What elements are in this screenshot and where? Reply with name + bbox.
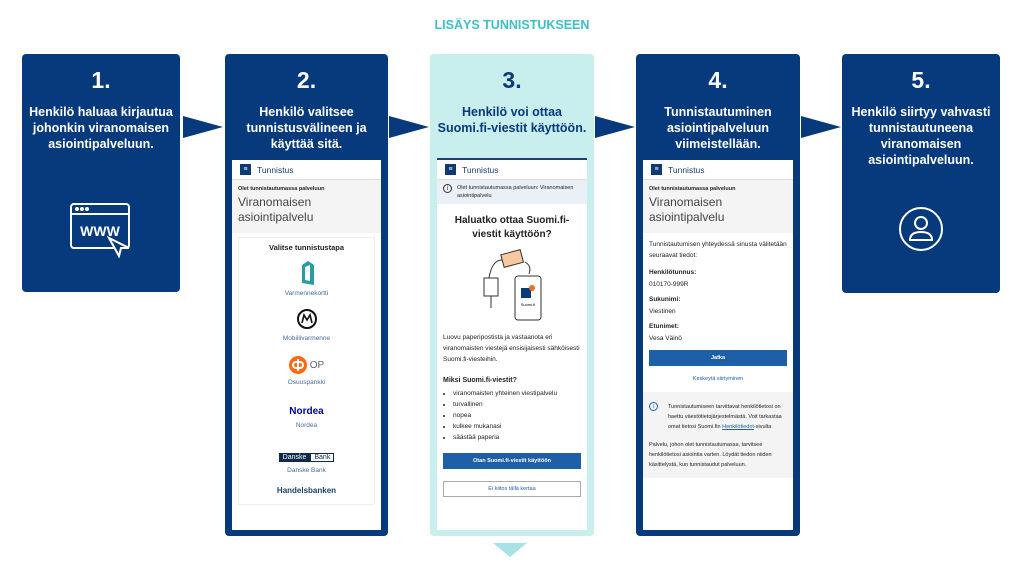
step-number: 3. [502,67,522,93]
screen-header: ≡ Tunnistus [643,160,793,180]
step-4 [636,54,800,536]
method-selection-screen [232,160,381,530]
step-number: 4. [708,67,728,93]
messages-opt-in-screen [437,158,587,530]
data-confirmation-screen: ≡ Tunnistus Olet tunnistautumassa palveluun Viranomaisen asiointipalvelu Tunnistautumisen yhteydessä sinusta välitetään seuraavat tiedot: Henkilötunnus: 010170-999R Sukunimi: Viestinen Etunimet: Vesa Väinö Jatka Keskeytä siirtyminen i Tunnistautumiseen tarvittavat henkilötietosi on haettu väestötietojärjestelmästä. Voit tarkastaa omat tietosi Suomi.fin Henkilötiedot-sivulta Palvelu, johon olet tunnistautumassa, tarvitsee henkilötietosi asiointia varten. Löydät tiedon niiden käsittelystä, kun tunnistaudut palveluun. [643,160,793,530]
nordea-logo: Nordea [289,405,324,417]
arrow-right-icon [801,116,841,138]
step-description: Henkilö valitsee tunnistusvälineen ja käyttää sitä. [246,105,367,151]
step-description: Tunnistautuminen asiointipalveluun viimeistellään. [664,105,772,151]
method-list-title: Valitse tunnistustapa [268,243,345,252]
step-number: 5. [911,67,931,93]
arrow-right-icon [595,116,635,138]
suomi-fi-logo-icon: ≡ [240,164,251,175]
info-banner: i Olet tunnistautumassa palveluun: Viranomaisen asiointipalvelu [437,180,587,204]
why-heading: Miksi Suomi.fi-viestit? [443,377,517,384]
method-nordea[interactable]: Nordea Nordea [289,405,324,429]
down-triangle-icon [493,543,527,557]
svg-text:Suomi.fi: Suomi.fi [520,302,536,307]
step-number: 1. [91,67,111,93]
screen-header: ≡ Tunnistus [437,160,587,180]
screen-header-title: Tunnistus [257,164,294,175]
screen-title: Haluatko ottaa Suomi.fi-viestit käyttöön? [454,215,570,240]
service-name: Viranomaisen asiointipalvelu [238,195,314,224]
mobiilivarmenne-icon [296,308,318,330]
suomi-fi-logo-icon: ≡ [651,164,662,175]
info-icon: i [649,402,658,411]
op-logo-text: OP [309,359,325,371]
www-browser-click-icon [69,202,133,258]
svg-text:WWW: WWW [80,223,120,239]
step-description: Henkilö haluaa kirjautua johonkin viranomaisen asiointipalveluun. [29,105,173,151]
arrow-right-icon [183,116,223,138]
arrow-right-icon [389,116,429,138]
method-varmennekortti[interactable]: Varmennekortti [239,256,374,302]
danske-bank-logo: Danske Bank [279,453,335,462]
decline-button[interactable]: Ei kiitos tällä kertaa [443,481,581,497]
benefit-list: • viranomaisten yhteinen viestipalvelu • turvallinen • nopea • kulkee mukanasi • säästää paperia [437,388,587,443]
step-number: 2. [296,67,317,93]
body-text: Luovu paperipostista ja vastaanota eri viranomaisten viestejä ensisijaisesti sähköisesti Suomi.fi-viesteihin. [443,334,580,363]
method-list [238,237,375,505]
step-3 [430,54,594,536]
step-description: Henkilö voi ottaa Suomi.fi-viestit käyttöön. [437,105,587,135]
step-description: Henkilö siirtyy vahvasti tunnistautuneena viranomaisen asiointipalveluun. [851,105,991,167]
step-5 [842,54,1000,293]
method-osuuspankki[interactable]: OP Osuuspankki [239,348,374,394]
info-icon: i [443,184,452,193]
method-handelsbanken[interactable]: Handelsbanken [276,486,337,495]
user-icon [898,206,944,252]
varmennekortti-icon [300,261,314,285]
screen-header [232,160,381,180]
context-label: Olet tunnistautumassa palveluun [238,186,325,192]
method-mobiilivarmenne[interactable]: Mobiilivarmenne [239,302,374,348]
extra-label: LISÄYS TUNNISTUKSEEN [434,18,590,32]
step-1 [22,54,180,292]
accept-messages-button[interactable]: Otan Suomi.fi-viestit käyttöön [443,453,581,469]
mail-to-phone-illustration-icon [437,248,587,328]
method-danske-bank[interactable]: Danske Bank Danske Bank [239,440,374,486]
personal-data-link[interactable]: Henkilötiedot [722,424,754,430]
continue-button[interactable]: Jatka [649,350,787,366]
op-logo-icon [289,356,307,374]
cancel-link[interactable]: Keskeytä siirtyminen [692,376,744,382]
step-2 [225,54,388,536]
suomi-fi-logo-icon: ≡ [445,164,456,175]
